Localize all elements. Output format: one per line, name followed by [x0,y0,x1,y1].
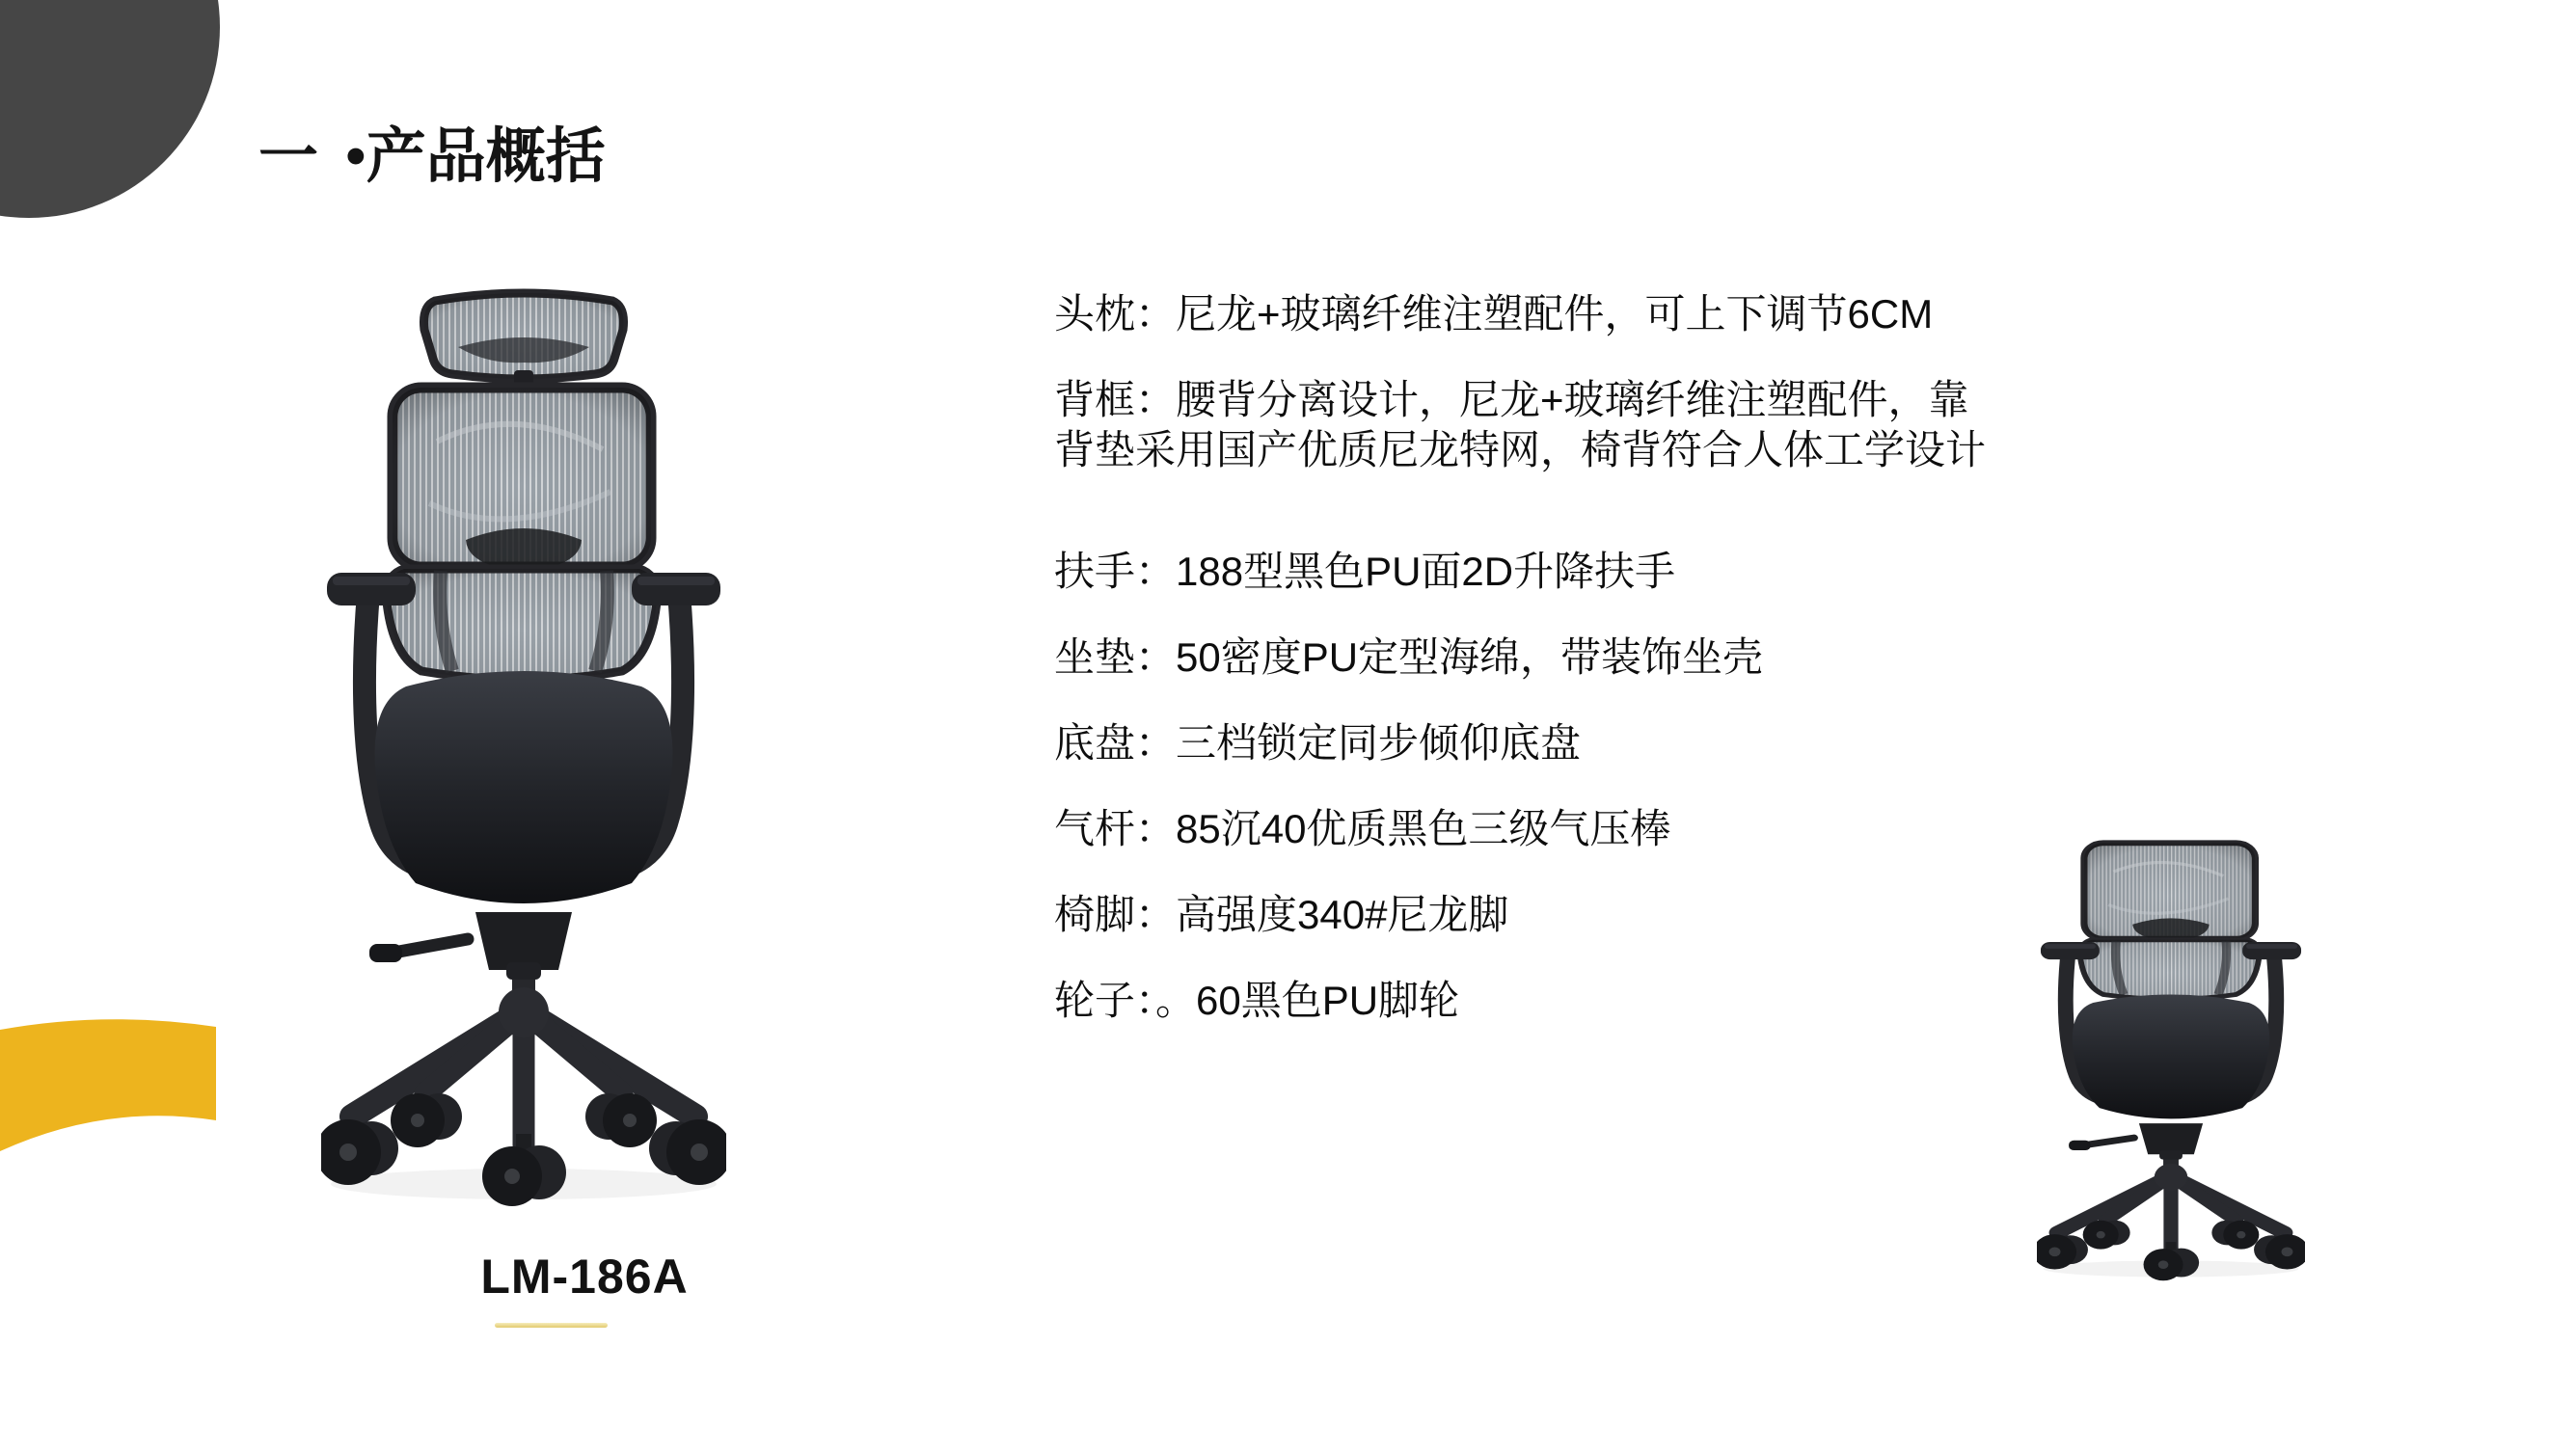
spec-line-wheels: 轮子：。60黑色PU脚轮 [1054,978,1460,1023]
page-title [258,108,606,194]
decor-circle [0,0,220,218]
spec-list [1054,289,2009,1062]
main-chair-image [321,287,726,1213]
spec-line-legs: 椅脚：高强度340#尼龙脚 [1054,892,1509,937]
decor-yellow-band [0,1018,216,1153]
product-model-label: LM-186A [480,1250,689,1304]
small-chair-image [2037,839,2305,1284]
chair-body [2037,843,2305,1280]
spec-line-seat: 坐垫：50密度PU定型海绵，带装饰坐壳 [1054,634,1764,680]
spec-line-armrest: 扶手：188型黑色PU面2D升降扶手 [1054,549,1676,594]
spec-line-gaslift: 气杆：85沉40优质黑色三级气压棒 [1054,806,1671,851]
spec-line-backframe: 背框：腰背分离设计，尼龙+玻璃纤维注塑配件，靠背垫采用国产优质尼龙特网，椅背符合人体工学设计 [1054,377,1987,472]
chair-body [321,388,726,1206]
title-text: •产品概括 [345,123,606,190]
title-numeral: 一 [258,123,319,190]
spec-line-headrest: 头枕：尼龙+玻璃纤维注塑配件，可上下调节6CM [1054,291,1934,336]
model-underline [495,1323,608,1328]
spec-line-mechanism: 底盘：三档锁定同步倾仰底盘 [1054,720,1582,766]
